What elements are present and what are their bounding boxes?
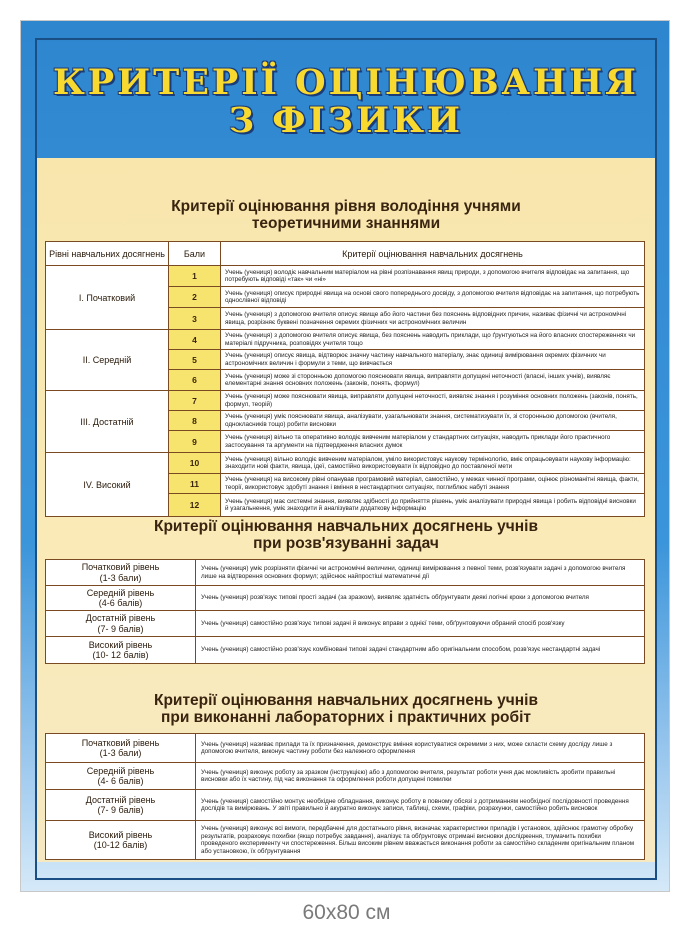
level-cell (46, 763, 196, 789)
criteria-cell: Учень (учениця) самостійно розв'язує типові задачі й виконує вправи з однієї теми, обґрунтовуючи обраний спосіб розв'язку (201, 619, 565, 627)
table-row (169, 266, 644, 287)
table-row (169, 287, 644, 308)
poster-frame (35, 38, 657, 880)
table-row (169, 494, 644, 516)
section1-title (37, 198, 655, 232)
criteria-cell: Учень (учениця) з допомогою вчителя описує явища, без пояснень наводить приклади, що ґрунтуються на його власних спостереженнях чи матеріалі підручника, розповідях учителя тощо (225, 332, 636, 347)
criteria-cell: Учень (учениця) володіє навчальним матеріалом на рівні розпізнавання явищ природи, з допомогою вчителя відповідає на запитання, що потребують відповіді «так» чи «ні» (225, 268, 630, 283)
level-name: Достатній рівень (85, 613, 156, 623)
criteria-cell: Учень (учениця) описує явища, відтворює значну частину навчального матеріалу, знає одиниці вимірювання окремих фізичних чи астрономічних величин і формули з теми, що вивчається (225, 352, 606, 367)
table-row (169, 330, 644, 350)
section1-title-line-1: Критерії оцінювання рівня володіння учнями (171, 198, 521, 215)
level-range: (7- 9 балів) (97, 805, 144, 815)
table-row (46, 821, 644, 859)
level-range: (10- 12 балів) (92, 650, 149, 660)
section3-title (37, 692, 655, 726)
level-cell: ІІ. Середній (46, 330, 168, 391)
level-name: Початковий рівень (81, 562, 160, 572)
level-cell (46, 611, 196, 636)
table-row (46, 734, 644, 763)
criteria-cell: Учень (учениця) вільно та оперативно володіє вивченим матеріалом у стандартних ситуаціях, наводить приклади його практичного застосування та аргументи на підтвердження власних думок (225, 434, 611, 449)
score-cell: 5 (169, 350, 221, 369)
table-row (169, 350, 644, 370)
level-name: Середній рівень (86, 587, 155, 598)
criteria-cell: Учень (учениця) може пояснювати явища, виправляти допущені неточності, виявляє знання і розуміння основних положень (законів, понять, формул, теорій) (225, 393, 638, 408)
table-row (169, 411, 644, 431)
header-criteria: Критерії оцінювання навчальних досягнень (342, 248, 523, 259)
table-row (169, 308, 644, 330)
score-cell: 8 (169, 411, 221, 430)
criteria-cell: Учень (учениця) може зі сторонньою допомогою пояснювати явища, виправляти допущені неточності (власні, інших учнів), виявляє елементарні знання основних положень (законів, понять, формул) (225, 372, 611, 387)
criteria-cell: Учень (учениця) вільно володіє вивченим матеріалом, уміло використовує наукову термінологію, вміє опрацьовувати наукову інформацію: знаходити нові факти, явища, ідеї, самостійно використовувати їх відповідно до поставленої мети (225, 455, 631, 470)
score-cell: 11 (169, 474, 221, 493)
level-name: Високий рівень (88, 829, 153, 840)
score-cell: 10 (169, 453, 221, 473)
level-name: Високий рівень (88, 639, 153, 650)
criteria-cell: Учень (учениця) уміє розрізняти фізичні чи астрономічні величини, одиниці вимірювання з певної теми, розв'язувати задачі з допомогою вчителя лише на відтворення основних формул; здійснює найпростіші математичні дії (201, 565, 626, 580)
table-row (46, 611, 644, 637)
section1-title-line-2: теоретичними знаннями (251, 215, 441, 232)
score-cell: 12 (169, 494, 221, 516)
level-range: (4- 6 балів) (97, 776, 144, 786)
level-column (46, 266, 169, 516)
level-cell (46, 586, 196, 610)
level-cell (46, 734, 196, 762)
poster-title-line-2: З ФІЗИКИ (228, 100, 464, 141)
table-row (169, 431, 644, 453)
table-body (46, 266, 644, 516)
score-cell: 7 (169, 391, 221, 410)
score-cell: 4 (169, 330, 221, 349)
score-cell: 2 (169, 287, 221, 307)
score-cell: 3 (169, 308, 221, 329)
criteria-cell: Учень (учениця) виконує всі вимоги, передбачені для достатнього рівня, визначає характеристики приладів і установок, здійснює грамотну обробку результатів, розраховує похибки (якщо потребує завдання), аналізує та обґрунтовує отримані висновки дослідження, тлумачить похибки проведеного експерименту чи спостереження. Більш високим рівнем вважається виконання роботи за самостійно складеним оригінальним планом або установкою, їх обґрунтування (201, 825, 635, 855)
section2-title-line-2: при розв'язуванні задач (253, 535, 439, 552)
poster-title (37, 64, 655, 140)
section2-title-line-1: Критерії оцінювання навчальних досягнень учнів (154, 518, 538, 535)
size-label: 60x80 см (302, 901, 391, 924)
level-range: (1-3 бали) (99, 748, 142, 758)
criteria-cell: Учень (учениця) самостійно монтує необхідне обладнання, виконує роботу в повному обсязі з дотриманням необхідної послідовності проведення дослідів та вимірювань. У звіті правильно й акуратно виконує записи, таблиці, схеми, графіки, розрахунки, самостійно робить висновок (201, 797, 629, 812)
table-row (46, 637, 644, 663)
criteria-cell: Учень (учениця) називає прилади та їх призначення, демонструє вміння користуватися окремими з них, може скласти схему досліду лише з допомогою вчителя, виконує частину роботи без належного оформлення (201, 740, 613, 755)
level-cell: ІІІ. Достатній (46, 391, 168, 453)
table-row (46, 560, 644, 586)
criteria-cell: Учень (учениця) описує природні явища на основі свого попереднього досвіду, з допомогою вчителя відповідає на запитання, що потребують однослівної відповіді (225, 289, 640, 304)
theory-criteria-table (45, 241, 645, 517)
table-row (169, 453, 644, 474)
level-cell (46, 637, 196, 663)
section2-title (37, 518, 655, 552)
section3-title-line-2: при виконанні лабораторних і практичних робіт (161, 709, 531, 726)
level-cell (46, 560, 196, 585)
section3-title-line-1: Критерії оцінювання навчальних досягнень учнів (154, 692, 538, 709)
criteria-cell: Учень (учениця) самостійно розв'язує комбіновані типові задачі стандартним або оригінальним способом, розв'язує нестандартні задачі (201, 646, 601, 654)
table-row (46, 790, 644, 821)
level-range: (4-6 балів) (98, 598, 143, 608)
table-row (46, 763, 644, 790)
criteria-cell: Учень (учениця) виконує роботу за зразком (інструкцією) або з допомогою вчителя, результат роботи учня дає можливість зробити правильні висновки або їх частину, під час виконання та оформлення роботи допущені помилки (201, 768, 616, 783)
level-name: Початковий рівень (81, 737, 160, 748)
criteria-cell: Учень (учениця) на високому рівні опанував програмовий матеріал, самостійно, у межах чинної програми, оцінює різноманітні явища, факти, теорії, використовує здобуті знання і вміння в нестандартних ситуаціях, поглиблює набуті знання (225, 476, 639, 491)
tasks-criteria-table (45, 559, 645, 664)
poster-title-line-1: КРИТЕРІЇ ОЦІНЮВАННЯ (52, 62, 640, 103)
level-cell (46, 790, 196, 820)
lab-criteria-table (45, 733, 645, 860)
score-cell: 1 (169, 266, 221, 286)
level-range: (7- 9 балів) (97, 623, 144, 634)
table-header (46, 242, 644, 266)
level-range: (1-3 бали) (99, 572, 142, 583)
level-cell: IV. Високий (83, 479, 131, 490)
table-row (46, 586, 644, 611)
table-row (169, 474, 644, 494)
score-cell: 6 (169, 370, 221, 390)
level-cell: І. Початковий (46, 266, 168, 330)
poster (20, 20, 670, 892)
header-levels: Рівні навчальних досягнень (46, 242, 169, 265)
score-cell: 9 (169, 431, 221, 452)
level-cell (46, 821, 196, 859)
level-name: Середній рівень (86, 765, 155, 776)
level-range: (10-12 балів) (93, 840, 148, 850)
header-band (37, 40, 655, 155)
criteria-cell: Учень (учениця) уміє пояснювати явища, аналізувати, узагальнювати знання, систематизувати їх, зі сторонньою допомогою (вчителя, однокласників тощо) робити висновки (225, 413, 617, 428)
criteria-cell: Учень (учениця) має системні знання, виявляє здібності до прийняття рішень, уміє аналізувати природні явища і робить відповідні висновки й узагальнення, уміє знаходити й аналізувати додаткову інформацію (225, 497, 636, 512)
content-panel (37, 158, 655, 862)
table-row (169, 391, 644, 411)
header-score: Бали (169, 242, 221, 265)
level-name: Достатній рівень (85, 794, 156, 805)
table-row (169, 370, 644, 391)
criteria-cell: Учень (учениця) з допомогою вчителя описує явище або його частини без пояснень відповідних причин, називає фізичні чи астрономічні явища, розрізняє буквені позначення окремих фізичних чи астрономічних величин (225, 311, 627, 326)
criteria-cell: Учень (учениця) розв'язує типові прості задачі (за зразком), виявляє здатність обґрунтувати деякі логічні кроки з допомогою вчителя (201, 594, 589, 602)
criteria-rows (169, 266, 644, 516)
